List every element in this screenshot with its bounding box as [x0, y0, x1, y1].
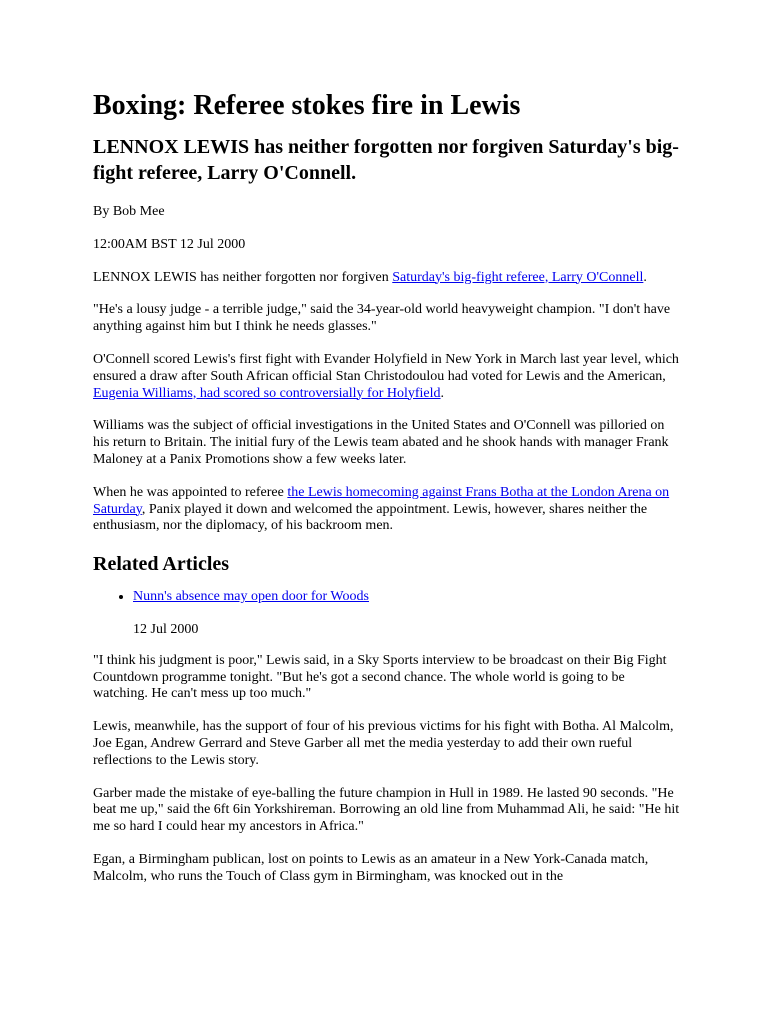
related-article-link[interactable]: Nunn's absence may open door for Woods	[133, 589, 369, 605]
related-article-item	[133, 589, 683, 639]
paragraph-2: "He's a lousy judge - a terrible judge," said the 34-year-old world heavyweight champion. "I don't have anything against him but I think he needs glasses."	[93, 302, 671, 335]
paragraph-1-after: .	[643, 269, 647, 285]
related-articles-list	[93, 589, 683, 639]
related-article-date: 12 Jul 2000	[133, 621, 199, 637]
paragraph-9: Egan, a Birmingham publican, lost on points to Lewis as an amateur in a New York-Canada match, Malcolm, who runs the Touch of Class gym in Birmingham, was knocked out in the	[93, 851, 649, 884]
paragraph-5-text: When he was appointed to referee	[93, 484, 288, 500]
link-eugenia-williams[interactable]: Eugenia Williams, had scored so controversially for Holyfield	[93, 385, 441, 401]
article	[93, 88, 683, 902]
paragraph-4: Williams was the subject of official investigations in the United States and O'Connell was pilloried on his return to Britain. The initial fury of the Lewis team abated and he shook hands with manager Frank Maloney at a Panix Promotions show a few weeks later.	[93, 418, 669, 467]
related-articles-heading: Related Articles	[93, 553, 230, 576]
paragraph-5-after: , Panix played it down and welcomed the appointment. Lewis, however, shares neither the enthusiasm, nor the diplomacy, of his backroom men.	[93, 501, 648, 534]
paragraph-3-after: .	[440, 385, 445, 401]
paragraph-3-text: O'Connell scored Lewis's first fight with Evander Holyfield in New York in March last year level, which ensured a draw after South African official Stan Christodoulou had voted for Lewis and the American,	[93, 351, 679, 384]
paragraph-1-text: LENNOX LEWIS has neither forgotten nor forgiven	[93, 269, 393, 285]
article-title: Boxing: Referee stokes fire in Lewis	[93, 90, 521, 121]
link-saturdays-referee[interactable]: Saturday's big-fight referee, Larry O'Connell	[392, 269, 644, 285]
paragraph-7: Lewis, meanwhile, has the support of four of his previous victims for his fight with Botha. Al Malcolm, Joe Egan, Andrew Gerrard and Steve Garber all met the media yesterday to add their own rueful reflections to the Lewis story.	[93, 719, 674, 768]
paragraph-1	[93, 270, 683, 287]
article-standfirst: LENNOX LEWIS has neither forgotten nor forgiven Saturday's big-fight referee, Larry O'Connell.	[93, 136, 679, 184]
dateline: 12:00AM BST 12 Jul 2000	[93, 236, 246, 252]
paragraph-3	[93, 352, 683, 402]
paragraph-6: "I think his judgment is poor," Lewis said, in a Sky Sports interview to be broadcast on their Big Fight Countdown programme tonight. "But he's got a second chance. The whole world is going to be watching. He can't mess up too much."	[93, 652, 667, 702]
paragraph-8: Garber made the mistake of eye-balling the future champion in Hull in 1989. He lasted 90 seconds. "He beat me up," said the 6ft 6in Yorkshireman. Borrowing an old line from Muhammad Ali, he said: "He hit me so hard I could hear my ancestors in Africa."	[93, 785, 680, 835]
link-lewis-homecoming[interactable]: the Lewis homecoming against Frans Botha at the London Arena on Saturday	[93, 484, 670, 517]
byline: By Bob Mee	[93, 204, 165, 219]
paragraph-5	[93, 485, 683, 535]
